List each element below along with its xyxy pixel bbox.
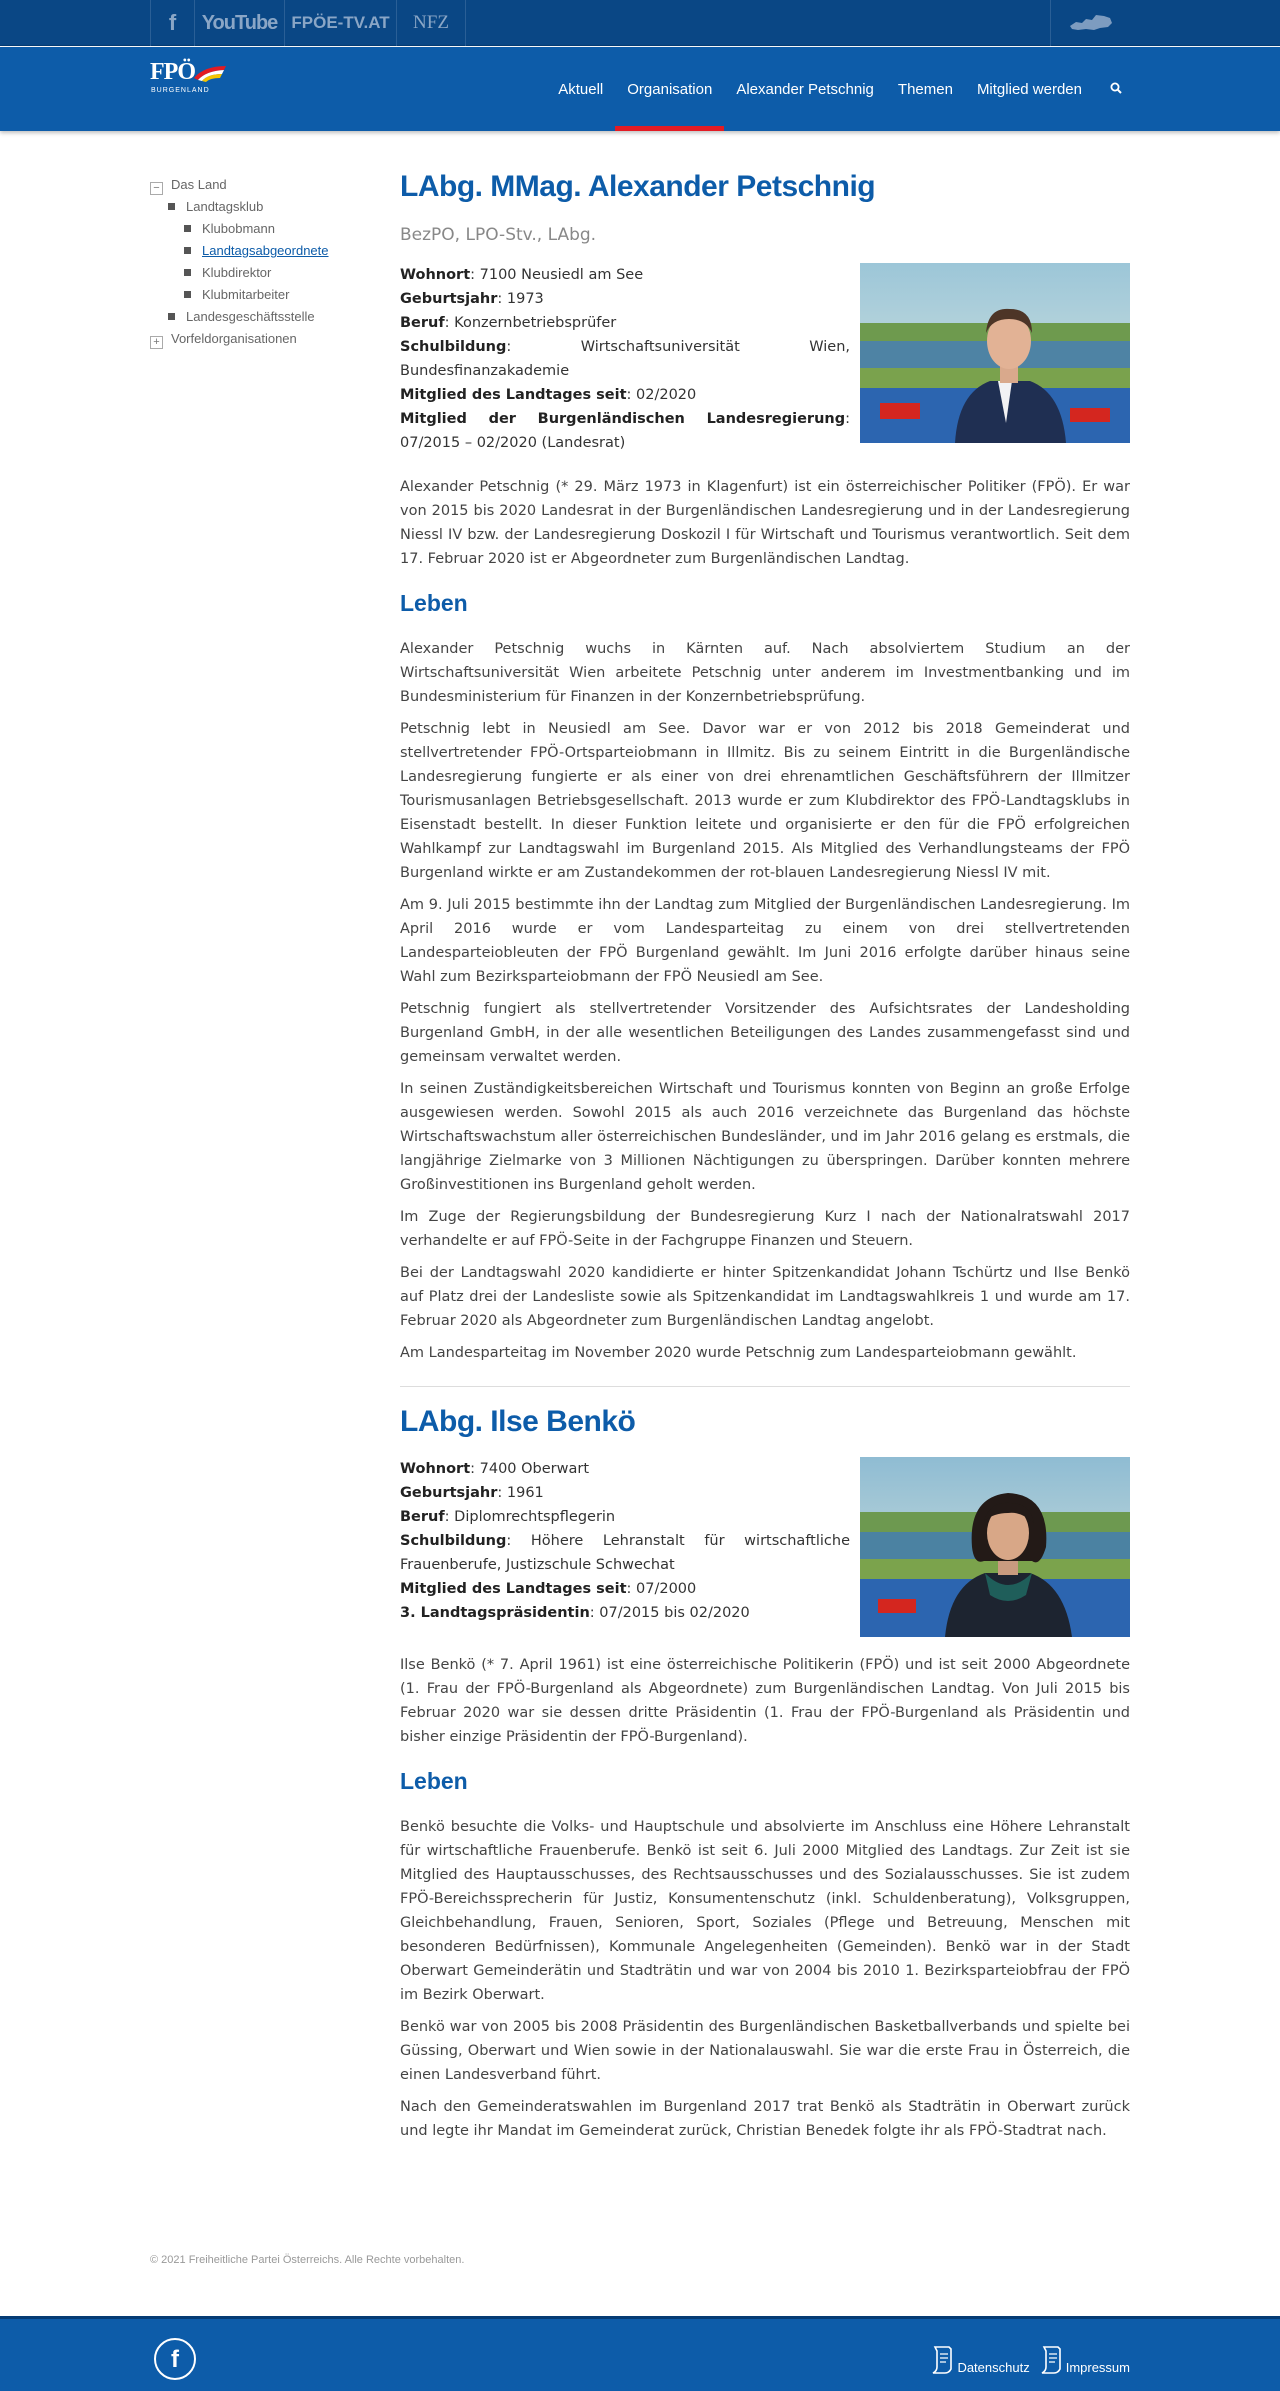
main-nav (546, 47, 1130, 131)
logo-text: FPÖ (150, 59, 195, 85)
bio-paragraph: Benkö besuchte die Volks- und Hauptschule und absolvierte im Anschluss eine Höhere Lehranstalt für wirtschaftliche Frauenberufe. Benkö ist seit 6. Juli 2000 Mitglied des Landtags. Zur Zeit ist sie Mitglied des Hauptausschusses, des Rechtsausschusses und des Sozialausschusses. Sie ist zudem FPÖ-Bereichssprecherin für Justiz, Konsumentenschutz (inkl. Schuldenberatung), Volksgruppen, Gleichbehandlung, Frauen, Senioren, Sport, Soziales (Pflege und Betreuung, Menschen mit besonderen Bedürfnissen), Kommunale Angelegenheiten (Gemeinden). Benkö war in der Stadt Oberwart Gemeinderätin und Stadträtin und war von 2004 bis 2010 1. Bezirksparteiobfrau der FPÖ im Bezirk Oberwart. (400, 1819, 1130, 2003)
flag-swoosh-icon (192, 64, 228, 82)
collapse-icon[interactable]: − (150, 182, 163, 195)
youtube-link[interactable]: YouTube (194, 0, 284, 46)
person-name-benkoe: LAbg. Ilse Benkö (400, 1405, 636, 1438)
sidebar-item-vorfeldorganisationen[interactable]: + Vorfeldorganisationen (150, 330, 297, 349)
top-social-bar (0, 0, 1280, 46)
fact-row: Wohnort: 7100 Neusiedl am See (400, 267, 644, 283)
nav-organisation[interactable]: Organisation (615, 47, 724, 131)
fpoe-tv-link[interactable]: FPÖE-TV.AT (284, 0, 396, 46)
fact-row: Mitglied des Landtages seit: 07/2000 (400, 1581, 697, 1597)
facebook-link[interactable]: f (150, 0, 194, 46)
fact-row: Schulbildung: Höhere Lehranstalt für wirtschaftliche Frauenberufe, Justizschule Schwechat (400, 1533, 850, 1573)
sidebar-item-klubobmann[interactable]: Klubobmann (184, 220, 275, 238)
person-name-petschnig: LAbg. MMag. Alexander Petschnig (400, 170, 876, 203)
fact-row: Mitglied des Landtages seit: 02/2020 (400, 387, 697, 403)
bio-paragraph: Am Landesparteitag im November 2020 wurde Petschnig zum Landesparteiobmann gewählt. (400, 1345, 1077, 1361)
logo-subtitle: BURGENLAND (151, 87, 210, 94)
sidebar-item-landtagsabgeordnete[interactable]: Landtagsabgeordnete (184, 242, 329, 260)
facts-text (400, 263, 850, 455)
search-icon[interactable] (1094, 47, 1130, 131)
fact-row: Beruf: Diplomrechtspflegerin (400, 1509, 616, 1525)
bio-paragraph: Im Zuge der Regierungsbildung der Bundesregierung Kurz I nach der Nationalratswahl 2017 verhandelte er auf FPÖ-Seite in der Fachgruppe Finanzen und Steuern. (400, 1209, 1130, 1249)
facts-petschnig (400, 263, 1130, 455)
site-footer (0, 2316, 1280, 2391)
portrait-photo-petschnig (860, 263, 1130, 443)
fact-row: Schulbildung: Wirtschaftsuniversität Wien, Bundesfinanzakademie (400, 339, 850, 379)
bio-paragraph: Alexander Petschnig wuchs in Kärnten auf. Nach absolviertem Studium an der Wirtschaftsuniversität Wien arbeitete Petschnig unter anderem im Investmentbanking und im Bundesministerium für Finanzen in der Konzernbetriebsprüfung. (400, 641, 1130, 705)
fact-row: Mitglied der Burgenländischen Landesregierung: 07/2015 – 02/2020 (Landesrat) (400, 411, 850, 451)
fact-row: Wohnort: 7400 Oberwart (400, 1461, 590, 1477)
fact-row: Geburtsjahr: 1961 (400, 1485, 544, 1501)
bullet-icon (184, 269, 191, 276)
bio-paragraph: Petschnig fungiert als stellvertretender Vorsitzender des Aufsichtsrates der Landesholding Burgenland GmbH, in der alle wesentlichen Beteiligungen des Landes zusammengefasst sind und gemeinsam verwaltet werden. (400, 1001, 1130, 1065)
fact-row: 3. Landtagspräsidentin: 07/2015 bis 02/2020 (400, 1605, 750, 1621)
main-header (0, 47, 1280, 131)
impressum-link[interactable]: Impressum (1038, 2341, 1130, 2375)
section-divider (400, 1386, 1130, 1387)
facts-benkoe (400, 1457, 1130, 1637)
nfz-link[interactable]: NFZ (396, 0, 466, 46)
copyright-text: © 2021 Freiheitliche Partei Österreichs. Alle Rechte vorbehalten. (150, 2254, 465, 2266)
bio-paragraph: Nach den Gemeinderatswahlen im Burgenland 2017 trat Benkö als Stadträtin in Oberwart zurück und legte ihr Mandat im Gemeinderat zurück, Christian Benedek folgte ihr als FPÖ-Stadtrat nach. (400, 2099, 1130, 2139)
intro-benkoe: Ilse Benkö (* 7. April 1961) ist eine österreichische Politikerin (FPÖ) und ist seit 2000 Abgeordnete (1. Frau der FPÖ-Burgenland als Abgeordnete) zum Burgenländischen Landtag. Von Juli 2015 bis Februar 2020 war sie dessen dritte Präsidentin (1. Frau der FPÖ-Burgenland als Präsidentin und bisher einzige Präsidentin der FPÖ-Burgenland). (400, 1657, 1130, 1745)
section-heading-leben: Leben (400, 590, 468, 616)
bullet-icon (168, 203, 175, 210)
bio-paragraph: Am 9. Juli 2015 bestimmte ihn der Landtag zum Mitglied der Burgenländischen Landesregierung. Im April 2016 wurde er vom Landesparteitag zu einem von drei stellvertretenden Landesparteiobleuten der FPÖ Burgenland gewählt. Im Juni 2016 erfolgte darüber hinaus seine Wahl zum Bezirksparteiobmann der FPÖ Neusiedl am See. (400, 897, 1130, 985)
intro-petschnig: Alexander Petschnig (* 29. März 1973 in Klagenfurt) ist ein österreichischer Politiker (FPÖ). Er war von 2015 bis 2020 Landesrat in der Burgenländischen Landesregierung und in der Landesregierung Niessl IV bzw. der Landesregierung Doskozil I für Wirtschaft und Tourismus verantwortlich. Seit dem 17. Februar 2020 ist er Abgeordneter zum Burgenländischen Landtag. (400, 479, 1130, 567)
bullet-icon (168, 313, 175, 320)
austria-map-icon[interactable] (1050, 0, 1130, 46)
facebook-icon[interactable]: f (154, 2338, 196, 2380)
main-content (400, 168, 1130, 2151)
nav-alexander-petschnig[interactable]: Alexander Petschnig (736, 81, 874, 98)
document-icon (929, 2345, 955, 2375)
nav-mitglied-werden[interactable]: Mitglied werden (976, 81, 1082, 98)
sidebar-item-klubdirektor[interactable]: Klubdirektor (184, 264, 271, 282)
nav-aktuell[interactable]: Aktuell (558, 81, 604, 98)
sidebar-item-das-land[interactable]: − Das Land (150, 176, 227, 195)
bullet-icon (184, 291, 191, 298)
portrait-photo-benkoe (860, 1457, 1130, 1637)
document-icon (1038, 2345, 1064, 2375)
bio-paragraph: Bei der Landtagswahl 2020 kandidierte er hinter Spitzenkandidat Johann Tschürtz und Ilse Benkö auf Platz drei der Landesliste sowie als Spitzenkandidat im Landtagswahlkreis 1 und wurde am 17. Februar 2020 als Abgeordneter zum Burgenländischen Landtag angelobt. (400, 1265, 1130, 1329)
bio-paragraph: Benkö war von 2005 bis 2008 Präsidentin des Burgenländischen Basketballverbands und spielte bei Güssing, Oberwart und Wien sowie in der Nationalauswahl. Sie war die erste Frau in Österreich, die einen Landesverband führt. (400, 2019, 1130, 2083)
sidebar-item-landtagsklub[interactable]: Landtagsklub (168, 198, 263, 216)
footer-links (929, 2341, 1130, 2375)
datenschutz-link[interactable]: Datenschutz (929, 2341, 1029, 2375)
nav-themen[interactable]: Themen (897, 81, 953, 98)
bio-paragraph: In seinen Zuständigkeitsbereichen Wirtschaft und Tourismus konnten von Beginn an große Erfolge ausgewiesen werden. Sowohl 2015 als auch 2016 verzeichnete das Burgenland das höchste Wirtschaftswachstum aller österreichischen Bundesländer, und im Jahr 2016 gelang es erstmals, die langjährige Zielmarke von 3 Millionen Nächtigungen zu überspringen. Darüber konnten mehrere Großinvestitionen ins Burgenland geholt werden. (400, 1081, 1130, 1193)
fact-row: Geburtsjahr: 1973 (400, 291, 544, 307)
expand-icon[interactable]: + (150, 336, 163, 349)
bio-paragraph: Petschnig lebt in Neusiedl am See. Davor war er von 2012 bis 2018 Gemeinderat und stellvertretender FPÖ-Ortsparteiobmann in Illmitz. Bis zu seinem Eintritt in die Burgenländische Landesregierung fungierte er als einer von drei ehrenamtlichen Geschäftsführern der Illmitzer Tourismusanlagen Betriebsgesellschaft. 2013 wurde er zum Klubdirektor des FPÖ-Landtagsklubs in Eisenstadt bestellt. In dieser Funktion leitete und organisierte er den für die FPÖ erfolgreichen Wahlkampf zur Landtagswahl im Burgenland 2015. Als Mitglied des Verhandlungsteams der FPÖ Burgenland wirkte er am Zustandekommen der rot-blauen Landesregierung Niessl IV mit. (400, 721, 1130, 881)
section-heading-leben: Leben (400, 1768, 468, 1794)
fpoe-logo[interactable] (150, 59, 250, 99)
bullet-icon (184, 225, 191, 232)
facts-text (400, 1457, 850, 1625)
bullet-icon (184, 247, 191, 254)
sidebar-item-landesgeschaeftsstelle[interactable]: Landesgeschäftsstelle (168, 308, 315, 326)
sidebar-item-klubmitarbeiter[interactable]: Klubmitarbeiter (184, 286, 289, 304)
fact-row: Beruf: Konzernbetriebsprüfer (400, 315, 617, 331)
person-subtitle: BezPO, LPO-Stv., LAbg. (400, 225, 597, 245)
